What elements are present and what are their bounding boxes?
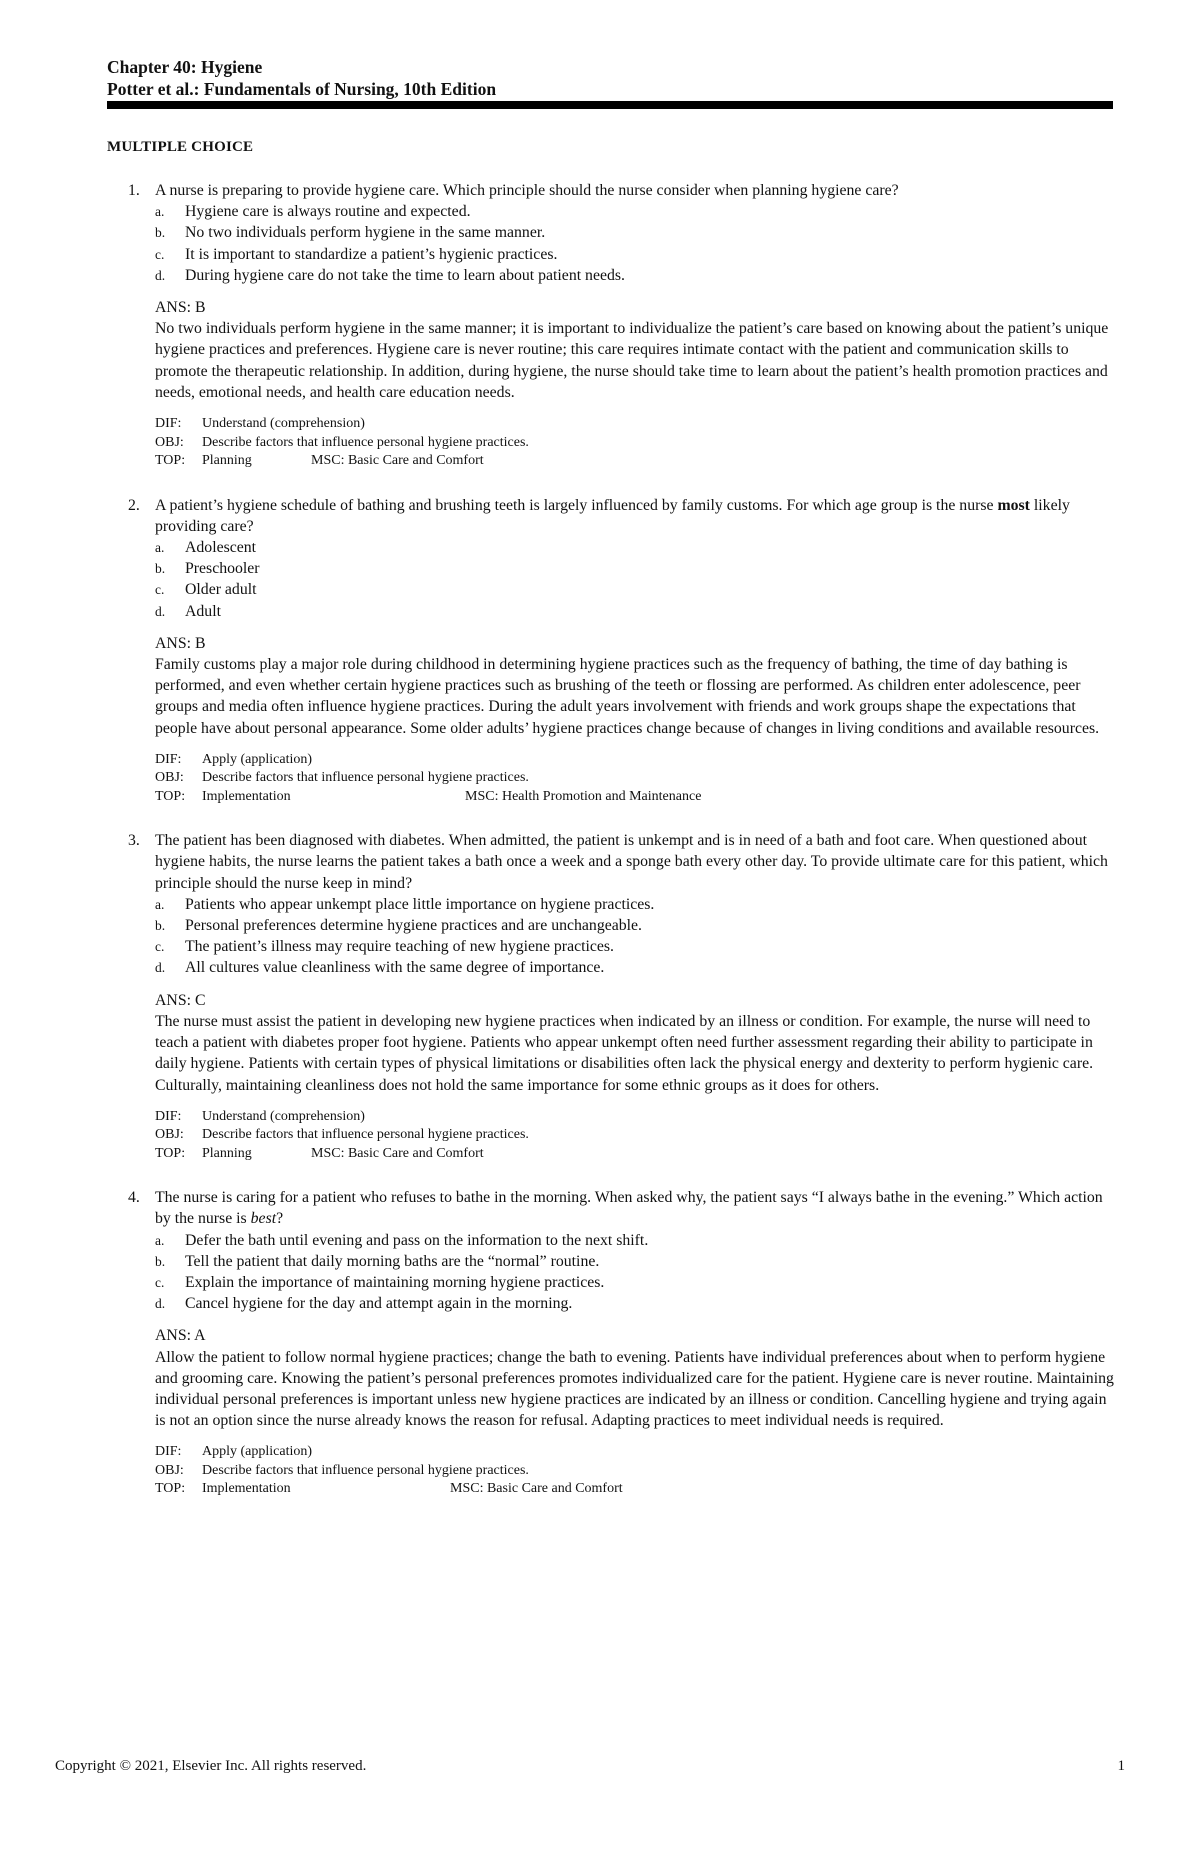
top-label: TOP:: [155, 1145, 186, 1161]
question-number: 1.: [128, 182, 140, 199]
option-letter: a.: [155, 204, 165, 220]
question-number: 4.: [128, 1189, 140, 1207]
dif-label: DIF:: [155, 416, 182, 432]
option-letter: a.: [155, 539, 165, 555]
copyright-notice: Copyright © 2021, Elsevier Inc. All rights reserved.: [55, 1758, 367, 1774]
option-b: [155, 558, 1118, 579]
option-text: Older adult: [185, 581, 257, 599]
obj-label: OBJ:: [155, 1462, 184, 1478]
option-text: All cultures value cleanliness with the same degree of importance.: [185, 959, 605, 977]
option-text: During hygiene care do not take the time to learn about patient needs.: [185, 266, 625, 284]
chapter-title: Chapter 40: Hygiene: [107, 57, 263, 77]
obj-value: Describe factors that influence personal hygiene practices.: [202, 434, 529, 450]
option-text: The patient’s illness may require teaching of new hygiene practices.: [185, 938, 614, 956]
option-list: [155, 1230, 1118, 1315]
option-text: It is important to standardize a patient’s hygienic practices.: [185, 245, 558, 263]
section-title: MULTIPLE CHOICE: [107, 139, 254, 155]
option-b: [155, 222, 1118, 243]
option-a: [155, 537, 1118, 558]
top-value: Implementation: [202, 1481, 291, 1497]
top-value: Planning: [202, 453, 252, 469]
option-b: [155, 915, 1118, 936]
page-header: [107, 56, 1113, 100]
option-letter: b.: [155, 225, 166, 241]
dif-value: Understand (comprehension): [202, 416, 365, 432]
obj-value: Describe factors that influence personal hygiene practices.: [202, 770, 529, 786]
obj-label: OBJ:: [155, 1127, 184, 1143]
option-text: Cancel hygiene for the day and attempt again in the morning.: [185, 1295, 573, 1313]
option-b: [155, 1251, 1118, 1272]
option-letter: d.: [155, 603, 166, 619]
question-list: [128, 180, 1118, 1523]
option-list: [155, 537, 1118, 622]
book-title: Potter et al.: Fundamentals of Nursing, 10th Edition: [107, 79, 497, 99]
option-letter: d.: [155, 267, 166, 283]
option-letter: d.: [155, 960, 166, 976]
top-label: TOP:: [155, 453, 186, 469]
question-1: [128, 180, 1118, 471]
answer-key: ANS: A: [155, 1327, 206, 1345]
option-c: [155, 1272, 1118, 1293]
top-label: TOP:: [155, 788, 186, 804]
option-letter: c.: [155, 246, 165, 262]
option-text: Personal preferences determine hygiene practices and are unchangeable.: [185, 917, 642, 935]
dif-label: DIF:: [155, 1444, 182, 1460]
option-list: [155, 201, 1118, 286]
stem-emphasis: best: [250, 1210, 277, 1228]
question-3: [128, 830, 1118, 1163]
option-a: [155, 1230, 1118, 1251]
top-value: Implementation: [202, 788, 291, 804]
option-list: [155, 894, 1118, 979]
option-text: Preschooler: [185, 560, 260, 578]
question-2: [128, 495, 1118, 807]
option-letter: d.: [155, 1296, 166, 1312]
option-text: No two individuals perform hygiene in the same manner.: [185, 224, 546, 242]
rationale: No two individuals perform hygiene in the same manner; it is important to individualize the patient’s care based on knowing about the patient’s unique hygiene practices and preferences. Hygiene care is never routine; this care requires intimate contact with the patient and communication skills to promote the therapeutic relationship. In addition, during hygiene, the nurse should take time to learn about the patient’s health promotion practices and needs, emotional needs, and health care education needs.: [155, 320, 1109, 401]
question-stem: [155, 495, 1118, 537]
option-letter: c.: [155, 1275, 165, 1291]
answer-key: ANS: C: [155, 991, 206, 1009]
option-text: Defer the bath until evening and pass on the information to the next shift.: [185, 1231, 649, 1249]
option-c: [155, 936, 1118, 957]
option-c: [155, 244, 1118, 265]
msc-value: MSC: Basic Care and Comfort: [450, 1481, 623, 1497]
top-value: Planning: [202, 1145, 252, 1161]
header-rule: [107, 101, 1113, 109]
option-a: [155, 894, 1118, 915]
obj-label: OBJ:: [155, 434, 184, 450]
option-letter: a.: [155, 896, 165, 912]
msc-value: MSC: Basic Care and Comfort: [311, 453, 484, 469]
option-letter: b.: [155, 918, 166, 934]
question-number: 3.: [128, 832, 140, 850]
option-letter: c.: [155, 939, 165, 955]
option-text: Adolescent: [185, 538, 257, 556]
option-d: [155, 1293, 1118, 1314]
dif-value: Apply (application): [202, 1444, 313, 1460]
option-letter: b.: [155, 1253, 166, 1269]
option-letter: b.: [155, 561, 166, 577]
option-text: Adult: [185, 602, 221, 620]
top-label: TOP:: [155, 1481, 186, 1497]
option-c: [155, 579, 1118, 600]
stem-text: A patient’s hygiene schedule of bathing and brushing teeth is largely influenced by family customs. For which age group is the nurse: [155, 496, 998, 514]
option-d: [155, 265, 1118, 286]
question-meta: [155, 415, 1118, 471]
page-footer: [55, 1758, 1125, 1775]
dif-value: Understand (comprehension): [202, 1108, 365, 1124]
dif-label: DIF:: [155, 1108, 182, 1124]
stem-text: ?: [276, 1210, 284, 1228]
option-text: Tell the patient that daily morning baths are the “normal” routine.: [185, 1252, 600, 1270]
answer-key: ANS: B: [155, 634, 206, 652]
dif-label: DIF:: [155, 751, 182, 767]
stem-emphasis: most: [997, 496, 1030, 514]
rationale: The nurse must assist the patient in developing new hygiene practices when indicated by an illness or condition. For example, the nurse will need to teach a patient with diabetes proper foot hygiene. Patients who appear unkempt often need further assessment regarding their ability to participate in daily hygiene. Patients with certain types of physical limitations or disabilities often lack the physical energy and dexterity to perform hygienic care. Culturally, maintaining cleanliness does not hold the same importance for some ethnic groups as it does for others.: [155, 1012, 1094, 1094]
rationale: Allow the patient to follow normal hygiene practices; change the bath to evening. Patients have individual preferences about when to perform hygiene and grooming care. Knowing the patient’s personal preferences promotes individualized care for the patient. Hygiene care is never routine. Maintaining individual personal preferences is important unless new hygiene practices are indicated by an illness or condition. Cancelling hygiene and trying again is not an option since the nurse already knows the reason for refusal. Adapting practices to meet individual needs is required.: [155, 1348, 1114, 1430]
question-4: [128, 1187, 1118, 1499]
question-meta: [155, 1443, 1118, 1499]
option-text: Explain the importance of maintaining morning hygiene practices.: [185, 1274, 605, 1292]
msc-value: MSC: Basic Care and Comfort: [311, 1145, 484, 1161]
question-meta: [155, 1108, 1118, 1164]
option-text: Hygiene care is always routine and expected.: [185, 203, 471, 221]
option-d: [155, 957, 1118, 978]
stem-text: The nurse is caring for a patient who refuses to bathe in the morning. When asked why, the patient says “I always bathe in the evening.” Which action by the nurse is: [155, 1189, 1103, 1228]
question-stem: The patient has been diagnosed with diabetes. When admitted, the patient is unkempt and is in need of a bath and foot care. When questioned about hygiene habits, the nurse learns the patient takes a bath once a week and a sponge bath every other day. To provide ultimate care for this patient, which principle should the nurse keep in mind?: [155, 832, 1108, 892]
option-d: [155, 601, 1118, 622]
question-meta: [155, 751, 1118, 807]
dif-value: Apply (application): [202, 751, 313, 767]
msc-value: MSC: Health Promotion and Maintenance: [465, 788, 702, 804]
option-letter: c.: [155, 582, 165, 598]
answer-key: ANS: B: [155, 299, 206, 317]
option-text: Patients who appear unkempt place little importance on hygiene practices.: [185, 895, 655, 913]
page-number: 1: [1117, 1758, 1125, 1774]
option-letter: a.: [155, 1232, 165, 1248]
obj-value: Describe factors that influence personal hygiene practices.: [202, 1127, 529, 1143]
obj-value: Describe factors that influence personal hygiene practices.: [202, 1462, 529, 1478]
question-stem: A nurse is preparing to provide hygiene care. Which principle should the nurse consider when planning hygiene care?: [155, 182, 899, 199]
obj-label: OBJ:: [155, 770, 184, 786]
stem-text: likely providing care?: [155, 496, 1070, 535]
question-stem: [155, 1187, 1118, 1229]
question-number: 2.: [128, 496, 140, 514]
option-a: [155, 201, 1118, 222]
rationale: Family customs play a major role during childhood in determining hygiene practices such as the frequency of bathing, the time of day bathing is performed, and even whether certain hygiene practices such as brushing of the teeth or flossing are performed. As children enter adolescence, peer groups and media often influence hygiene practices. During the adult years involvement with friends and work groups shape the expectations that people have about personal appearance. Some older adults’ hygiene practices change because of changes in living conditions and available resources.: [155, 655, 1100, 737]
